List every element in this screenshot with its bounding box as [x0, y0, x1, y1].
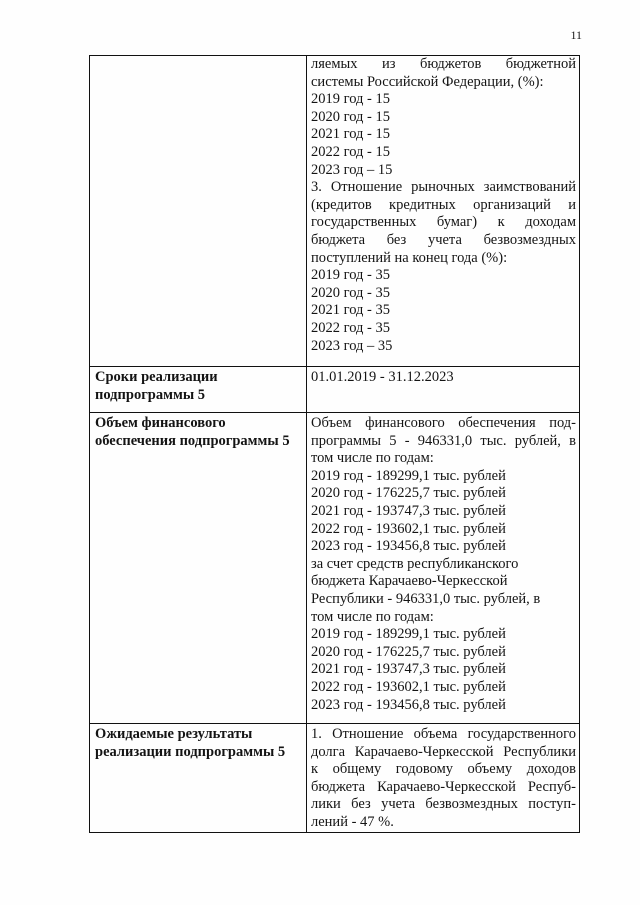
subprogram-table	[89, 55, 580, 833]
content-line: 2022 год - 193602,1 тыс. рублей	[311, 678, 506, 695]
content-line: лений - 47 %.	[311, 813, 394, 830]
row-content-cell	[307, 56, 580, 367]
content-line: 2021 год - 35	[311, 302, 390, 319]
content-line: 2020 год - 35	[311, 284, 390, 301]
content-line: (кредитов кредитных организаций и	[311, 196, 576, 213]
row-content-cell	[307, 724, 580, 833]
content-line: 2019 год - 35	[311, 267, 390, 284]
row-label-cell	[90, 724, 307, 833]
content-line: 2022 год - 35	[311, 319, 390, 336]
content-line: бюджета без учета безвозмездных	[311, 231, 576, 248]
content-line: лики без учета безвозмездных поступ-	[311, 796, 576, 813]
content-line: 3. Отношение рыночных заимствований	[311, 179, 576, 196]
content-line: 01.01.2019 - 31.12.2023	[311, 369, 454, 385]
label-line: реализации подпрограммы 5	[95, 743, 286, 760]
content-line: 2019 год - 189299,1 тыс. рублей	[311, 467, 506, 484]
page-number: 11	[570, 28, 582, 42]
content-line: 2023 год - 193456,8 тыс. рублей	[311, 538, 506, 555]
content-line: 2020 год - 176225,7 тыс. рублей	[311, 485, 506, 502]
content-line: за счет средств республиканского	[311, 555, 519, 572]
content-line: 1. Отношение объема государственного	[311, 726, 576, 742]
row-content-cell	[307, 367, 580, 413]
content-line: 2022 год - 15	[311, 143, 390, 160]
content-line: 2020 год - 176225,7 тыс. рублей	[311, 643, 506, 660]
label-line: подпрограммы 5	[95, 386, 206, 403]
content-line: том числе по годам:	[311, 608, 434, 625]
content-line: 2023 год - 193456,8 тыс. рублей	[311, 696, 506, 713]
content-line: том числе по годам:	[311, 450, 434, 467]
row-label-cell	[90, 413, 307, 724]
content-line: 2021 год - 15	[311, 126, 390, 143]
content-line: системы Российской Федерации, (%):	[311, 73, 544, 90]
content-line: 2021 год - 193747,3 тыс. рублей	[311, 502, 506, 519]
content-line: 2020 год - 15	[311, 108, 390, 125]
content-line: Объем финансового обеспечения под-	[311, 415, 576, 431]
content-line: ляемых из бюджетов бюджетной	[311, 56, 576, 72]
row-label-cell	[90, 56, 307, 367]
content-line: 2019 год - 189299,1 тыс. рублей	[311, 626, 506, 643]
content-line: 2021 год - 193747,3 тыс. рублей	[311, 661, 506, 678]
content-line: программы 5 - 946331,0 тыс. рублей, в	[311, 432, 576, 449]
content-line: бюджета Карачаево-Черкесской Респуб-	[311, 778, 576, 795]
label-line: обеспечения подпрограммы 5	[95, 432, 290, 449]
label-line: Ожидаемые результаты	[95, 726, 253, 742]
content-line: долга Карачаево-Черкесской Республики	[311, 743, 576, 760]
row-content-cell	[307, 413, 580, 724]
content-line: 2023 год – 15	[311, 161, 393, 178]
content-line: государственных бумаг) к доходам	[311, 214, 576, 231]
content-line: Республики - 946331,0 тыс. рублей, в	[311, 590, 541, 607]
content-line: поступлений на конец года (%):	[311, 249, 508, 266]
label-line: Объем финансового	[95, 415, 226, 431]
content-line: 2023 год – 35	[311, 337, 393, 354]
content-line: к общему годовому объему доходов	[311, 761, 576, 778]
content-line: бюджета Карачаево-Черкесской	[311, 573, 508, 590]
label-line: Сроки реализации	[95, 369, 218, 385]
content-line: 2019 год - 15	[311, 91, 390, 108]
content-line: 2022 год - 193602,1 тыс. рублей	[311, 520, 506, 537]
row-label-cell	[90, 367, 307, 413]
